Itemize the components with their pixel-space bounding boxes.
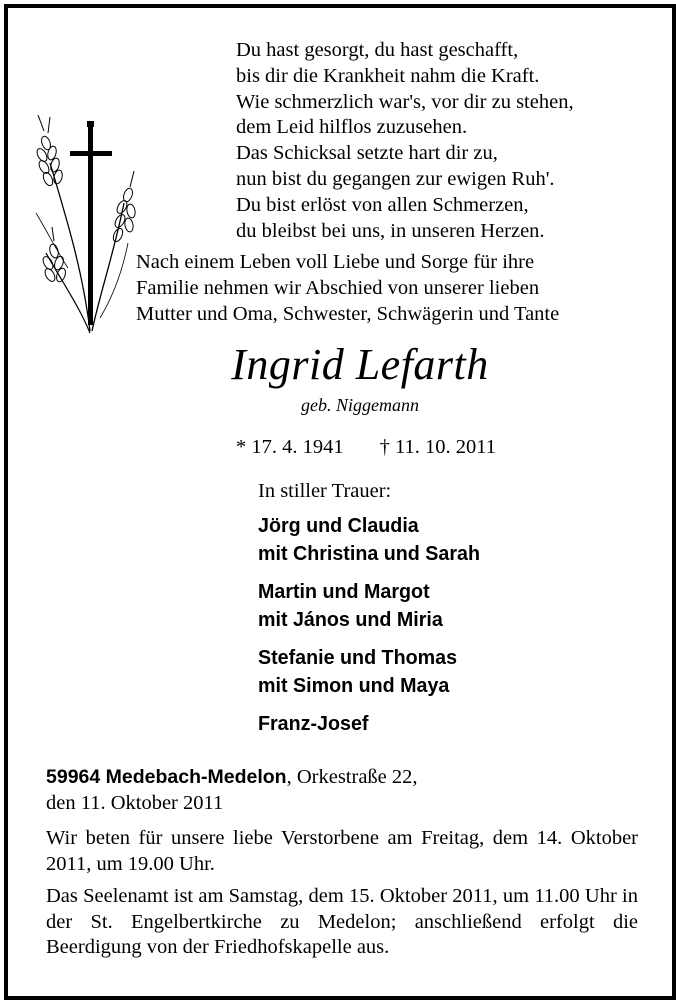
death-date: † 11. 10. 2011 — [379, 436, 496, 458]
intro-line: Mutter und Oma, Schwester, Schwägerin und Tante — [136, 303, 560, 325]
address — [46, 764, 418, 816]
poem-line: bis dir die Krankheit nahm die Kraft. — [236, 64, 540, 87]
family-group — [258, 710, 480, 738]
cross-with-wheat-icon — [28, 103, 138, 353]
address-street: , Orkestraße 22, — [286, 766, 418, 788]
address-city: 59964 Medebach-Medelon — [46, 766, 287, 788]
obituary-frame — [4, 4, 676, 1000]
family-line: Franz-Josef — [258, 712, 369, 735]
maiden-name: geb. Niggemann — [301, 395, 419, 415]
poem — [236, 38, 574, 244]
family-line: mit Simon und Maya — [258, 674, 450, 697]
mourning-label: In stiller Trauer: — [258, 480, 392, 502]
funeral-notice: Das Seelenamt ist am Samstag, dem 15. Oktober 2011, um 11.00 Uhr in der St. Engelbertkirche zu Medelon; anschließend erfolgt die Beerdigung von der Friedhofskapelle aus. — [46, 885, 638, 958]
family-group — [258, 644, 480, 700]
poem-line: Wie schmerzlich war's, vor dir zu stehen, — [236, 90, 574, 113]
poem-line: dem Leid hilflos zuzusehen. — [236, 116, 468, 139]
family-group — [258, 512, 480, 568]
deceased-name: Ingrid Lefarth — [231, 340, 489, 389]
family-line: Stefanie und Thomas — [258, 646, 458, 669]
poem-line: du bleibst bei uns, in unseren Herzen. — [236, 219, 545, 242]
poem-line: Das Schicksal setzte hart dir zu, — [236, 142, 498, 165]
family-line: mit Christina und Sarah — [258, 542, 480, 565]
family-line: Martin und Margot — [258, 580, 430, 603]
intro-line: Familie nehmen wir Abschied von unserer lieben — [136, 277, 540, 299]
birth-date: * 17. 4. 1941 — [236, 436, 344, 458]
poem-line: Du bist erlöst von allen Schmerzen, — [236, 193, 529, 216]
address-date: den 11. Oktober 2011 — [46, 792, 224, 814]
intro-text — [136, 249, 559, 327]
family-group — [258, 578, 480, 634]
life-dates — [236, 434, 496, 460]
poem-line: Du hast gesorgt, du hast geschafft, — [236, 39, 519, 61]
intro-line: Nach einem Leben voll Liebe und Sorge für ihre — [136, 251, 535, 273]
family-list — [258, 512, 489, 748]
family-line: Jörg und Claudia — [258, 514, 419, 537]
poem-line: nun bist du gegangen zur ewigen Ruh'. — [236, 167, 555, 190]
family-line: mit János und Miria — [258, 608, 443, 631]
prayer-notice: Wir beten für unsere liebe Verstorbene am Freitag, dem 14. Oktober 2011, um 19.00 Uhr. — [46, 827, 638, 875]
